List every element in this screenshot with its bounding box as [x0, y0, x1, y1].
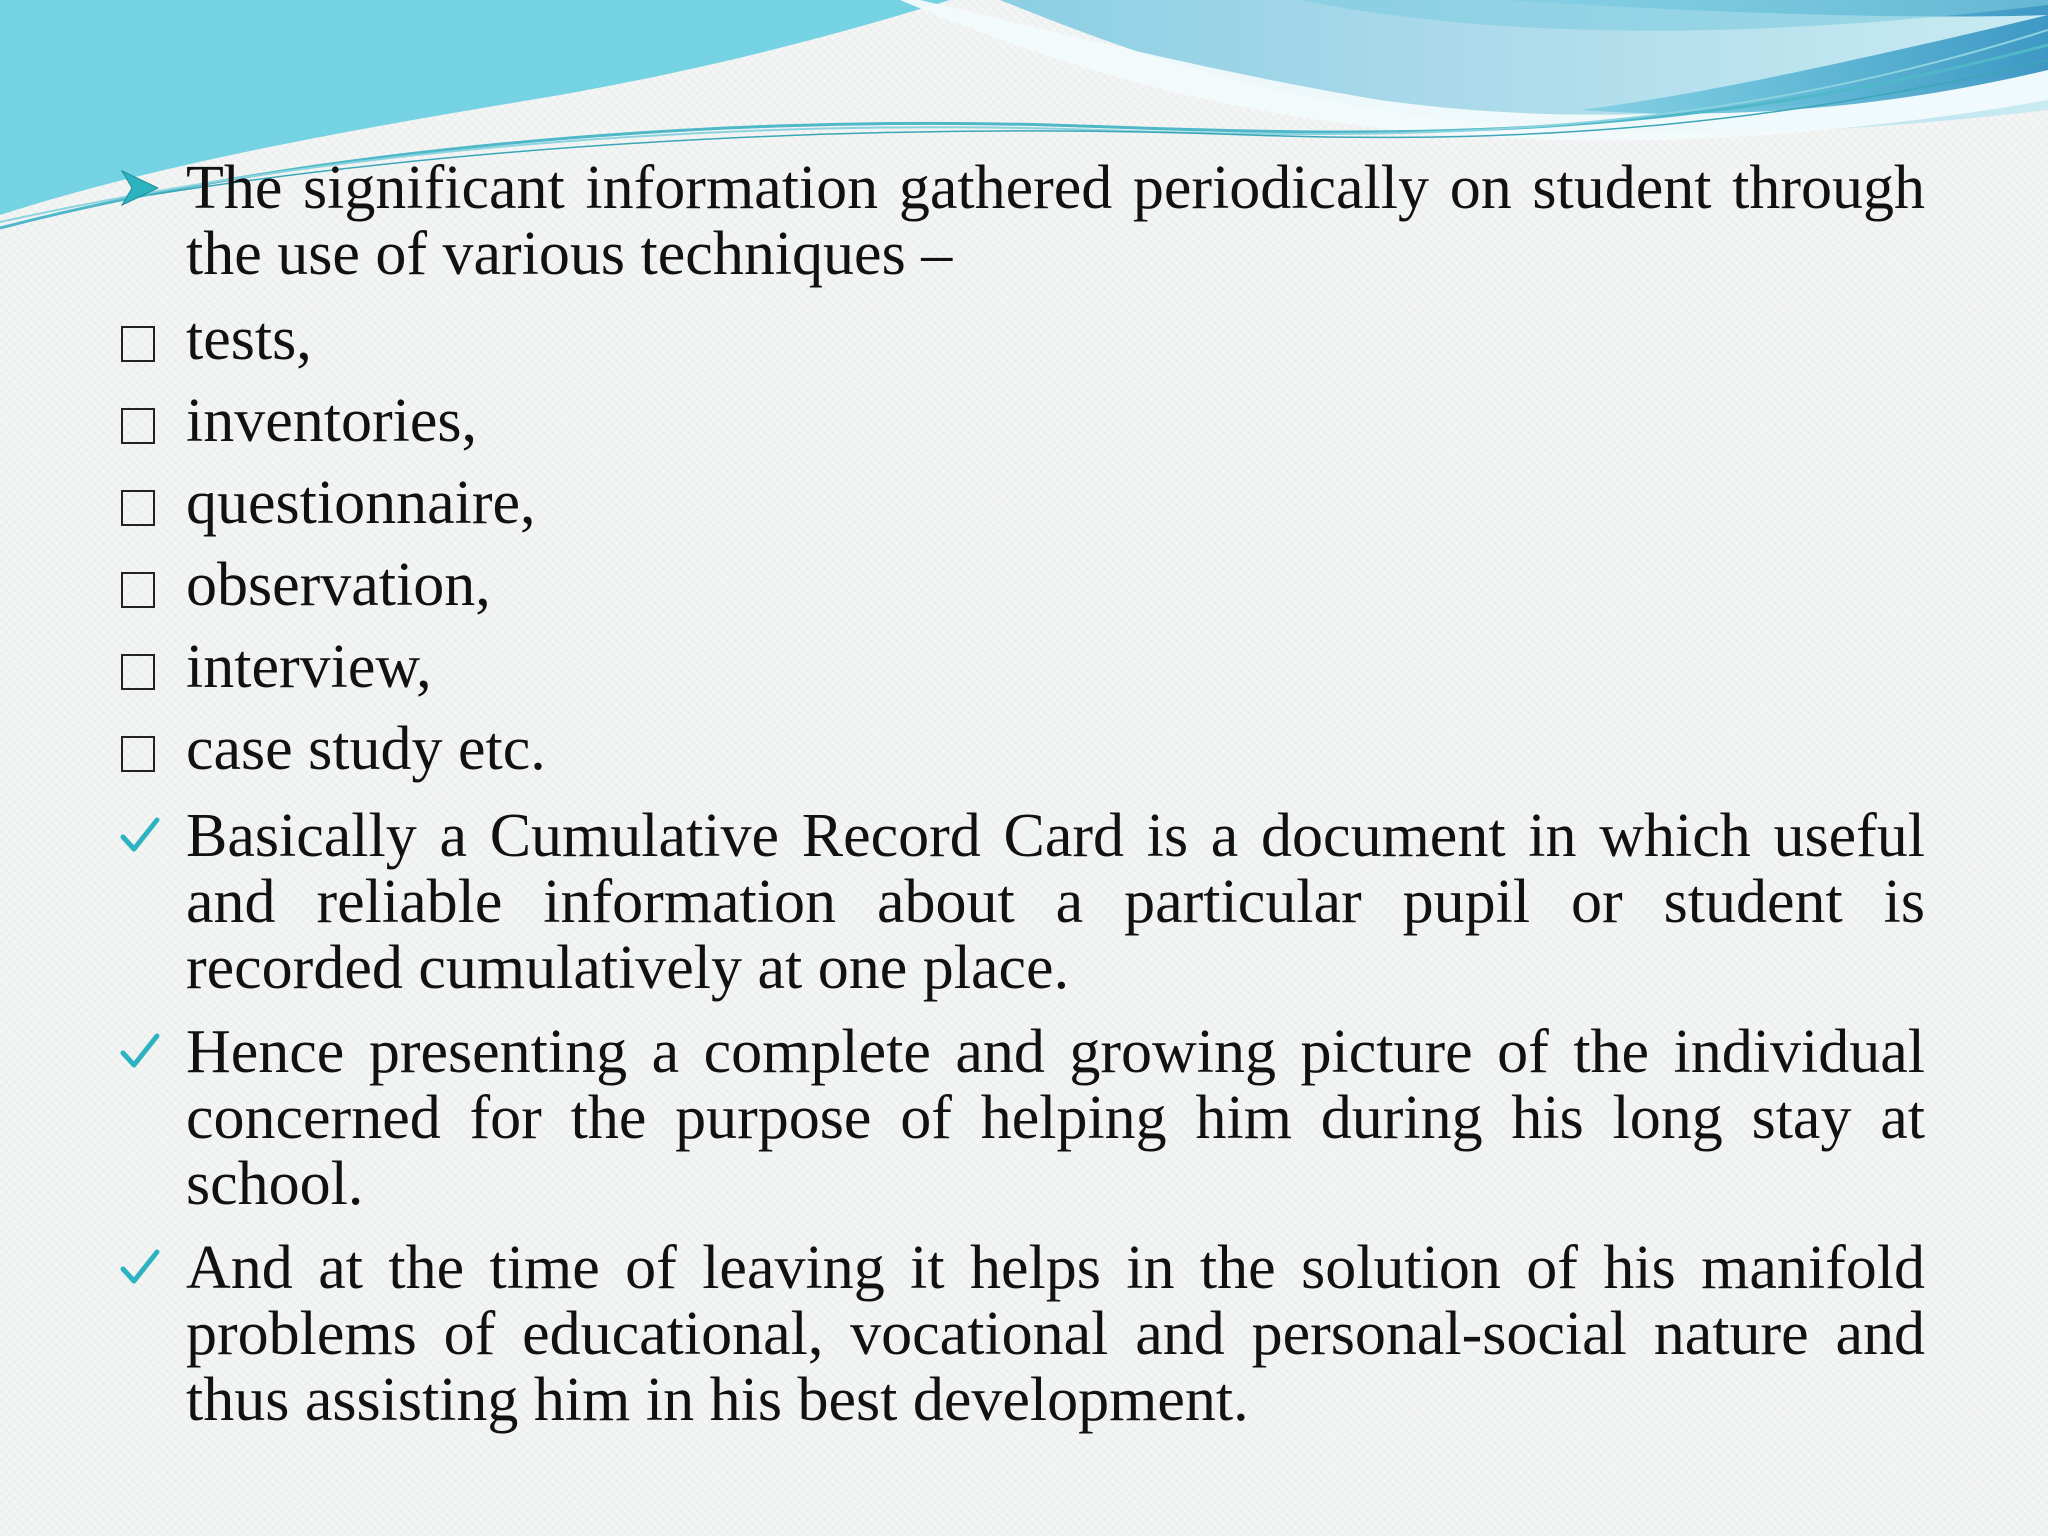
check-point [120, 1235, 1925, 1433]
intro-text: The significant information gathered periodically on student through the use of various techniques – [186, 154, 1925, 288]
point-text: Basically a Cumulative Record Card is a document in which useful and reliable information about a particular pupil or student is recorded cumulatively at one place. [186, 802, 1925, 1002]
technique-text: tests, [186, 305, 312, 373]
list-item [120, 635, 1925, 699]
technique-text: interview, [186, 633, 432, 701]
technique-text: case study etc. [186, 715, 546, 783]
checkmark-icon [120, 803, 186, 855]
arrow-bullet-icon [120, 155, 186, 207]
checkmark-icon [120, 1235, 186, 1287]
empty-box-icon [120, 635, 186, 691]
technique-text: observation, [186, 551, 491, 619]
slide-body [120, 155, 1925, 1433]
list-item [120, 389, 1925, 453]
empty-box-icon [120, 717, 186, 773]
intro-point [120, 155, 1925, 287]
techniques-list [120, 307, 1925, 781]
point-text: And at the time of leaving it helps in the solution of his manifold problems of educational, vocational and personal-social nature and thus assisting him in his best development. [186, 1234, 1925, 1434]
point-text: Hence presenting a complete and growing picture of the individual concerned for the purpose of helping him during his long stay at school. [186, 1018, 1925, 1218]
check-point [120, 1019, 1925, 1217]
technique-text: inventories, [186, 387, 477, 455]
empty-box-icon [120, 553, 186, 609]
checkmark-icon [120, 1019, 186, 1071]
list-item [120, 471, 1925, 535]
list-item [120, 553, 1925, 617]
list-item [120, 307, 1925, 371]
empty-box-icon [120, 307, 186, 363]
empty-box-icon [120, 471, 186, 527]
technique-text: questionnaire, [186, 469, 536, 537]
empty-box-icon [120, 389, 186, 445]
list-item [120, 717, 1925, 781]
check-point [120, 803, 1925, 1001]
